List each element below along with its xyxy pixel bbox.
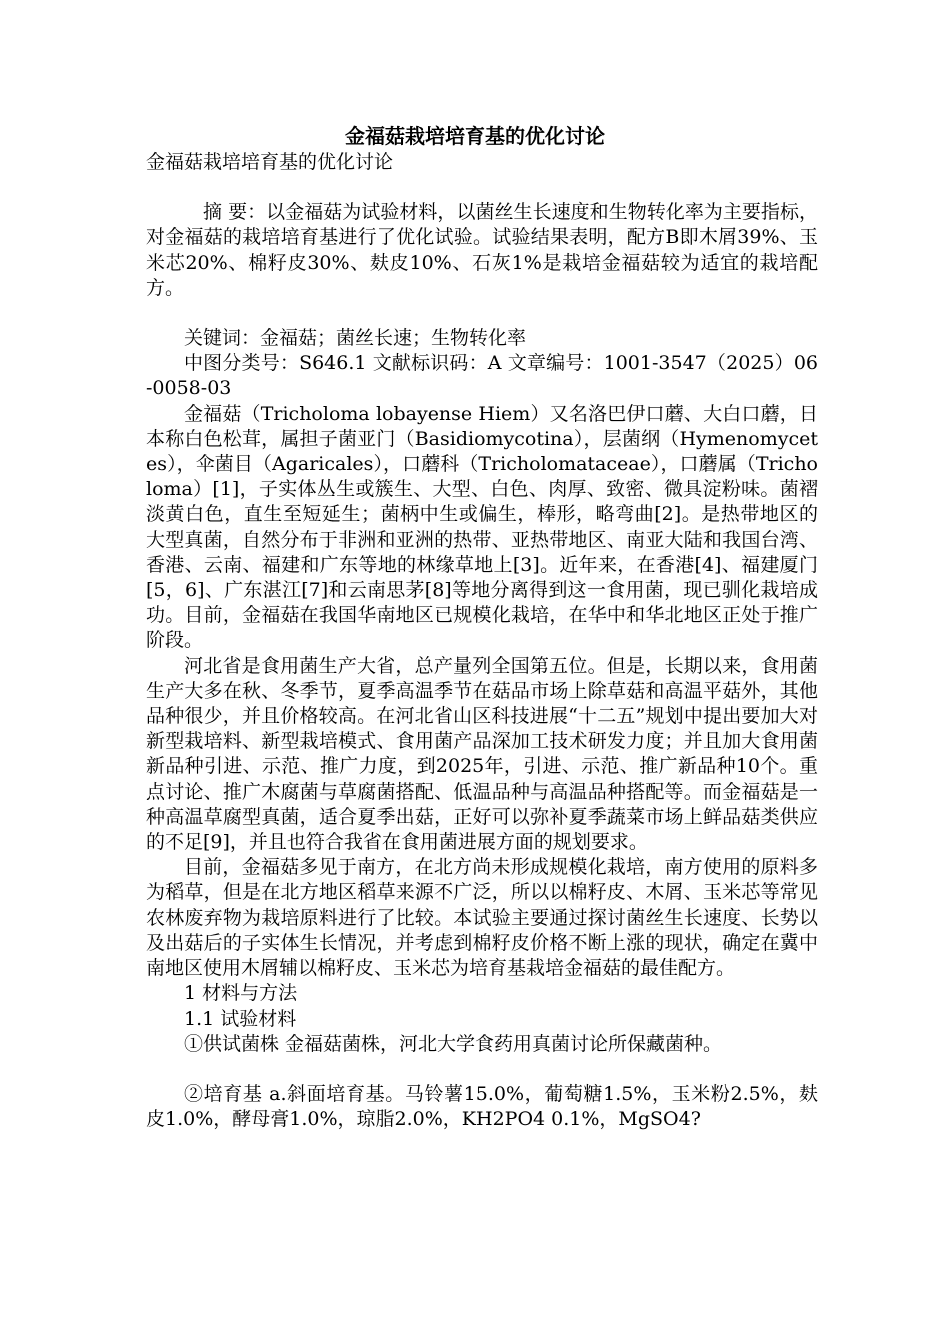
document-body	[146, 150, 818, 1132]
spacer	[146, 1057, 818, 1082]
strain-paragraph: ①供试菌株 金福菇菌株，河北大学食药用真菌讨论所保藏菌种。	[184, 1032, 723, 1055]
body-paragraph: 河北省是食用菌生产大省，总产量列全国第五位。但是，长期以来，食用菌生产大多在秋、冬季节，夏季高温季节在菇品市场上除草菇和高温平菇外，其他品种很少，并且价格较高。在河北省山区科技进展“十二五”规划中提出要加大对新型栽培料、新型栽培模式、食用菌产品深加工技术研发力度；并且加大食用菌新品种引进、示范、推广力度，到2025年，引进、示范、推广新品种10个。重点讨论、推广木腐菌与草腐菌搭配、低温品种与高温品种搭配等。而金福菇是一种高温草腐型真菌，适合夏季出菇，正好可以弥补夏季蔬菜市场上鲜品菇类供应的不足[9]，并且也符合我省在食用菌进展方面的规划要求。	[146, 654, 818, 854]
spacer	[146, 301, 818, 326]
keywords-line: 关键词：金福菇；菌丝长速；生物转化率	[184, 327, 527, 350]
body-paragraph: 目前，金福菇多见于南方，在北方尚未形成规模化栽培，南方使用的原料多为稻草，但是在北方地区稻草来源不广泛，所以以棉籽皮、木屑、玉米芯等常见农林废弃物为栽培原料进行了比较。本试验主要通过探讨菌丝生长速度、长势以及出菇后的子实体生长情况，并考虑到棉籽皮价格不断上涨的现状，确定在冀中南地区使用木屑辅以棉籽皮、玉米芯为培育基栽培金福菇的最佳配方。	[146, 856, 818, 980]
medium-paragraph: ②培育基 a.斜面培育基。马铃薯15.0%，葡萄糖1.5%，玉米粉2.5%，麸皮1.0%，酵母膏1.0%，琼脂2.0%，KH2PO4 0.1%，MgSO4?	[146, 1082, 818, 1131]
abstract-paragraph: 摘 要：以金福菇为试验材料，以菌丝生长速度和生物转化率为主要指标，对金福菇的栽培培育基进行了优化试验。试验结果表明，配方B即木屑39%、玉米芯20%、棉籽皮30%、麸皮10%、石灰1%是栽培金福菇较为适宜的栽培配方。	[146, 201, 818, 299]
document-title: 金福菇栽培培育基的优化讨论	[345, 124, 605, 148]
classification-line: 中图分类号：S646.1 文献标识码：A 文章编号：1001-3547（2025）06-0058-03	[146, 352, 818, 400]
section-heading: 1 材料与方法	[184, 982, 298, 1005]
spacer	[146, 175, 818, 200]
document-subtitle: 金福菇栽培培育基的优化讨论	[146, 151, 394, 173]
body-paragraph: 金福菇（Tricholoma lobayense Hiem）又名洛巴伊口蘑、大白口蘑，日本称白色松茸，属担子菌亚门（Basidiomycotina），层菌纲（Hymenomycetes），伞菌目（Agaricales），口蘑科（Tricholomataceae），口蘑属（Tricholoma）[1]，子实体丛生或簇生、大型、白色、肉厚、致密、微具淀粉味。菌褶淡黄白色，直生至短延生；菌柄中生或偏生，棒形，略弯曲[2]。是热带地区的大型真菌，自然分布于非洲和亚洲的热带、亚热带地区、南亚大陆和我国台湾、香港、云南、福建和广东等地的林缘草地上[3]。近年来，在香港[4]、福建厦门[5，6]、广东湛江[7]和云南思茅[8]等地分离得到这一食用菌，现已驯化栽培成功。目前，金福菇在我国华南地区已规模化栽培，在华中和华北地区正处于推广阶段。	[146, 402, 818, 652]
subsection-heading: 1.1 试验材料	[184, 1007, 297, 1030]
